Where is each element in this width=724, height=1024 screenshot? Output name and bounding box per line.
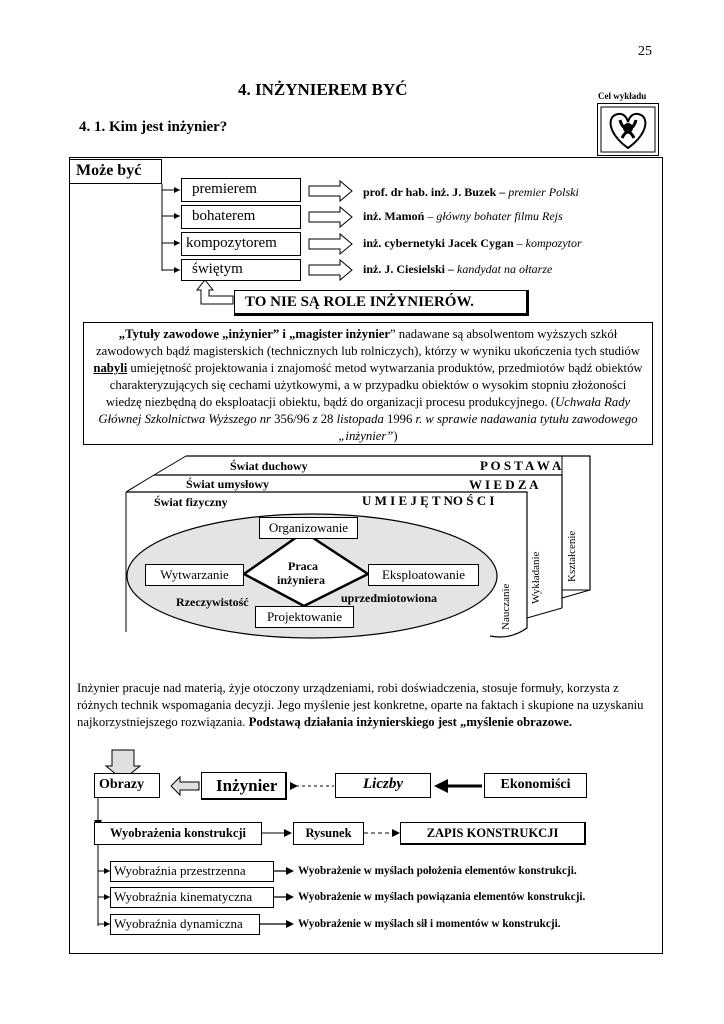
quote-source-z: z	[312, 412, 318, 426]
role-label: świętym	[192, 261, 243, 277]
role-desc-1	[363, 185, 579, 200]
ksztalcenie-label: Kształcenie	[566, 530, 578, 582]
quote-close: )	[393, 429, 398, 443]
role-desc-2	[363, 209, 563, 224]
page-number: 25	[638, 44, 652, 59]
rzeczywistosc-label: Rzeczywistość	[176, 595, 249, 609]
wyobrazenia-box: Wyobrażenia konstrukcji	[94, 822, 262, 845]
role-desc-4	[363, 262, 552, 277]
quote-source-year: 1996	[383, 412, 416, 426]
section-title: 4. 1. Kim jest inżynier?	[79, 119, 228, 135]
inzynier-box: Inżynier	[201, 772, 287, 800]
role-label: bohaterem	[192, 208, 256, 224]
quote-title: „Tytuły zawodowe „inżynier” i „magister inżynier	[118, 327, 390, 341]
wykladanie-label: Wykładanie	[530, 551, 542, 604]
uprzedmiotowiona-label: uprzedmiotowiona	[341, 591, 437, 605]
quote-source-month: listopada	[336, 412, 384, 426]
wiedza-label: W I E D Z A	[469, 477, 539, 492]
rysunek-box: Rysunek	[293, 822, 364, 845]
moze-byc-label: Może być	[69, 159, 162, 184]
wyobraznia-dynamiczna: Wyobraźnia dynamiczna	[110, 914, 260, 935]
obrazy-box: Obrazy	[94, 773, 160, 798]
role-label: premierem	[192, 181, 257, 197]
umiejetnosci-label: U M I E J Ę T NO Ś C I	[362, 493, 495, 508]
role-label: kompozytorem	[186, 235, 277, 251]
world-umyslowy: Świat umysłowy	[186, 477, 270, 491]
praca-label-2: inżyniera	[277, 573, 325, 587]
quote-source-title: r. w sprawie nadawania tytułu zawodowego „inżynier”	[338, 412, 638, 443]
role-who: inż. J. Ciesielski –	[363, 262, 455, 276]
role-who: prof. dr hab. inż. J. Buzek –	[363, 185, 506, 199]
cel-label: Cel wykładu	[598, 91, 647, 101]
role-swiety	[181, 259, 301, 281]
wyobrazenie-desc-1: Wyobrażenie w myślach położenia elementów konstrukcji.	[298, 865, 577, 877]
quote-body: ” nadawane są absolwentom wyższych szkół zawodowych bądź magisterskich (technicznych lub rolniczych), którzy w wyniku ukończenia tych studiów	[96, 327, 640, 358]
quote-source-day: 28	[317, 412, 337, 426]
paragraph-body: Inżynier pracuje nad materią, żyje otoczony urządzeniami, robi doświadczenia, stosuje formuły, korzysta z różnych technik wspomagania decyzji. Jego myślenie jest konkretne, oparte na faktach i skupione na uzyskaniu najkorzystniejszego rozwiązania.	[77, 681, 644, 729]
projektowanie-box: Projektowanie	[255, 606, 354, 628]
role-what: – kompozytor	[513, 236, 582, 250]
praca-label-1: Praca	[288, 559, 318, 573]
wyobraznia-kinematyczna: Wyobraźnia kinematyczna	[110, 887, 274, 908]
not-roles-banner: TO NIE SĄ ROLE INŻYNIERÓW.	[234, 290, 529, 316]
role-premier	[181, 178, 301, 202]
quote-source-num: 356/96	[271, 412, 313, 426]
organizowanie-box: Organizowanie	[259, 517, 358, 539]
role-who: inż. cybernetyki Jacek Cygan	[363, 236, 514, 250]
world-duchowy: Świat duchowy	[230, 459, 308, 473]
postawa-label: P O S T A W A	[480, 458, 562, 473]
quote-body-cont: umiejętność projektowania i znajomość metod wytwarzania produktów, przedmiotów bądź obiektów charakteryzujących się cechami użytkowymi, a w przypadku obiektów o wysokim stopniu złożoności wiedzę niezbędną do eksploatacji obiektu, bądź do organizacji procesu produkcyjnego. (	[105, 361, 643, 409]
definition-quote	[83, 322, 653, 445]
zapis-box: ZAPIS KONSTRUKCJI	[400, 822, 586, 845]
wyobrazenie-desc-3: Wyobrażenie w myślach sił i momentów w konstrukcji.	[298, 918, 561, 930]
quote-source: Uchwała Rady Głównej Szkolnictwa Wyższego nr	[98, 395, 631, 426]
paragraph-emphasis: Podstawą działania inżynierskiego jest „myślenie obrazowe.	[248, 715, 573, 729]
paragraph	[77, 680, 657, 731]
role-who: inż. Mamoń	[363, 209, 425, 223]
nauczanie-label: Nauczanie	[500, 583, 512, 630]
eksploatowanie-box: Eksploatowanie	[368, 564, 479, 586]
role-kompozytor	[181, 232, 301, 256]
liczby-box: Liczby	[335, 773, 431, 798]
ekonomisci-box: Ekonomiści	[484, 773, 587, 798]
quote-emphasis: nabyli	[93, 361, 128, 375]
role-what: kandydat na ołtarze	[454, 262, 553, 276]
world-fizyczny: Świat fizyczny	[154, 495, 228, 509]
wyobrazenie-desc-2: Wyobrażenie w myślach powiązania elementów konstrukcji.	[298, 891, 586, 903]
chapter-title: 4. INŻYNIEREM BYĆ	[238, 80, 408, 99]
role-desc-3	[363, 236, 582, 251]
role-what: – główny bohater filmu Rejs	[424, 209, 563, 223]
wytwarzanie-box: Wytwarzanie	[145, 564, 244, 586]
wyobraznia-przestrzenna: Wyobraźnia przestrzenna	[110, 861, 274, 882]
role-bohater	[181, 205, 301, 229]
role-what: premier Polski	[505, 185, 579, 199]
